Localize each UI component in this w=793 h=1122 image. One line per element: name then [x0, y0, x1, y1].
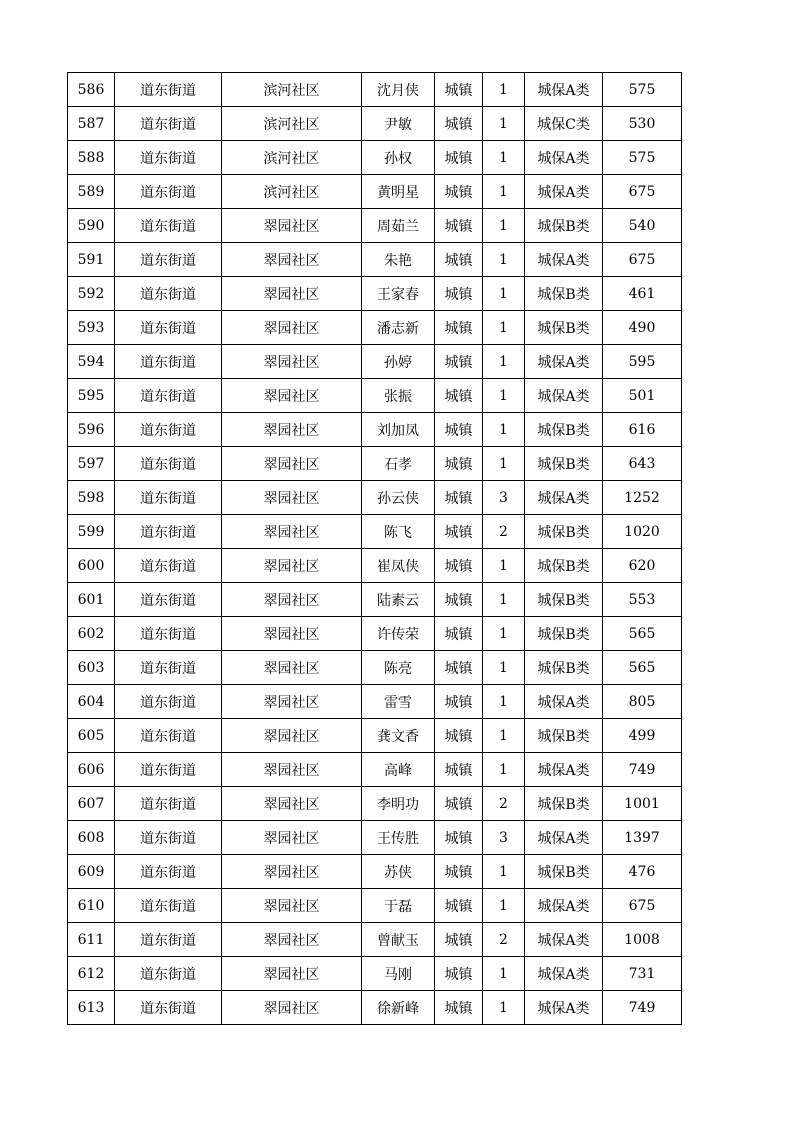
cell-community: 翠园社区: [222, 617, 362, 651]
cell-count: 1: [483, 209, 525, 243]
table-body: [68, 73, 682, 1025]
cell-name: 刘加凤: [362, 413, 435, 447]
cell-category: 城保B类: [525, 209, 603, 243]
cell-subdistrict: 道东街道: [115, 379, 222, 413]
cell-count: 1: [483, 719, 525, 753]
cell-seq-no: 600: [68, 549, 115, 583]
cell-area-type: 城镇: [435, 651, 483, 685]
cell-category: 城保A类: [525, 685, 603, 719]
table-row: [68, 855, 682, 889]
cell-subdistrict: 道东街道: [115, 787, 222, 821]
cell-count: 1: [483, 277, 525, 311]
cell-amount: 595: [603, 345, 682, 379]
cell-subdistrict: 道东街道: [115, 889, 222, 923]
cell-count: 1: [483, 141, 525, 175]
cell-area-type: 城镇: [435, 141, 483, 175]
cell-area-type: 城镇: [435, 413, 483, 447]
cell-category: 城保A类: [525, 243, 603, 277]
cell-seq-no: 589: [68, 175, 115, 209]
table-row: [68, 719, 682, 753]
cell-category: 城保A类: [525, 141, 603, 175]
cell-name: 高峰: [362, 753, 435, 787]
cell-seq-no: 590: [68, 209, 115, 243]
cell-area-type: 城镇: [435, 107, 483, 141]
cell-community: 翠园社区: [222, 991, 362, 1025]
cell-area-type: 城镇: [435, 855, 483, 889]
cell-name: 黄明星: [362, 175, 435, 209]
cell-subdistrict: 道东街道: [115, 991, 222, 1025]
cell-area-type: 城镇: [435, 277, 483, 311]
cell-community: 翠园社区: [222, 719, 362, 753]
cell-category: 城保C类: [525, 107, 603, 141]
cell-category: 城保B类: [525, 447, 603, 481]
cell-seq-no: 606: [68, 753, 115, 787]
cell-amount: 1397: [603, 821, 682, 855]
table-row: [68, 889, 682, 923]
cell-subdistrict: 道东街道: [115, 345, 222, 379]
cell-count: 1: [483, 651, 525, 685]
cell-community: 翠园社区: [222, 855, 362, 889]
cell-community: 翠园社区: [222, 379, 362, 413]
cell-area-type: 城镇: [435, 345, 483, 379]
cell-community: 滨河社区: [222, 107, 362, 141]
cell-count: 1: [483, 685, 525, 719]
cell-amount: 1020: [603, 515, 682, 549]
cell-name: 张振: [362, 379, 435, 413]
cell-seq-no: 603: [68, 651, 115, 685]
cell-area-type: 城镇: [435, 73, 483, 107]
cell-count: 1: [483, 345, 525, 379]
cell-community: 翠园社区: [222, 923, 362, 957]
cell-subdistrict: 道东街道: [115, 311, 222, 345]
cell-community: 翠园社区: [222, 957, 362, 991]
cell-seq-no: 597: [68, 447, 115, 481]
cell-subdistrict: 道东街道: [115, 175, 222, 209]
cell-area-type: 城镇: [435, 617, 483, 651]
table-row: [68, 175, 682, 209]
cell-seq-no: 593: [68, 311, 115, 345]
cell-amount: 620: [603, 549, 682, 583]
cell-community: 滨河社区: [222, 175, 362, 209]
cell-category: 城保B类: [525, 855, 603, 889]
data-table: [67, 72, 682, 1025]
cell-community: 翠园社区: [222, 651, 362, 685]
cell-subdistrict: 道东街道: [115, 447, 222, 481]
table-row: [68, 481, 682, 515]
table-row: [68, 685, 682, 719]
cell-seq-no: 610: [68, 889, 115, 923]
table-row: [68, 515, 682, 549]
table-row: [68, 107, 682, 141]
cell-amount: 499: [603, 719, 682, 753]
cell-name: 朱艳: [362, 243, 435, 277]
cell-count: 1: [483, 379, 525, 413]
cell-subdistrict: 道东街道: [115, 481, 222, 515]
cell-category: 城保B类: [525, 413, 603, 447]
cell-community: 翠园社区: [222, 447, 362, 481]
cell-area-type: 城镇: [435, 753, 483, 787]
cell-seq-no: 607: [68, 787, 115, 821]
cell-community: 翠园社区: [222, 753, 362, 787]
cell-subdistrict: 道东街道: [115, 957, 222, 991]
table-row: [68, 991, 682, 1025]
cell-name: 李明功: [362, 787, 435, 821]
cell-count: 2: [483, 787, 525, 821]
cell-area-type: 城镇: [435, 583, 483, 617]
cell-subdistrict: 道东街道: [115, 617, 222, 651]
table-row: [68, 583, 682, 617]
cell-category: 城保A类: [525, 821, 603, 855]
cell-name: 龚文香: [362, 719, 435, 753]
cell-name: 孙婷: [362, 345, 435, 379]
cell-name: 王家春: [362, 277, 435, 311]
cell-seq-no: 599: [68, 515, 115, 549]
cell-seq-no: 613: [68, 991, 115, 1025]
cell-category: 城保B类: [525, 719, 603, 753]
cell-amount: 1001: [603, 787, 682, 821]
cell-community: 翠园社区: [222, 209, 362, 243]
cell-subdistrict: 道东街道: [115, 107, 222, 141]
cell-seq-no: 591: [68, 243, 115, 277]
cell-count: 1: [483, 549, 525, 583]
cell-amount: 565: [603, 617, 682, 651]
cell-area-type: 城镇: [435, 719, 483, 753]
cell-area-type: 城镇: [435, 991, 483, 1025]
cell-count: 3: [483, 821, 525, 855]
cell-community: 翠园社区: [222, 243, 362, 277]
cell-community: 翠园社区: [222, 481, 362, 515]
cell-amount: 530: [603, 107, 682, 141]
cell-count: 1: [483, 311, 525, 345]
table-row: [68, 73, 682, 107]
table-row: [68, 243, 682, 277]
cell-category: 城保A类: [525, 345, 603, 379]
cell-seq-no: 609: [68, 855, 115, 889]
cell-category: 城保A类: [525, 923, 603, 957]
table-row: [68, 753, 682, 787]
cell-category: 城保A类: [525, 175, 603, 209]
cell-seq-no: 602: [68, 617, 115, 651]
table-row: [68, 821, 682, 855]
cell-amount: 575: [603, 73, 682, 107]
cell-community: 翠园社区: [222, 549, 362, 583]
table-row: [68, 957, 682, 991]
cell-name: 许传荣: [362, 617, 435, 651]
cell-count: 1: [483, 107, 525, 141]
table-row: [68, 141, 682, 175]
cell-category: 城保A类: [525, 481, 603, 515]
cell-subdistrict: 道东街道: [115, 209, 222, 243]
cell-seq-no: 604: [68, 685, 115, 719]
cell-seq-no: 594: [68, 345, 115, 379]
cell-name: 于磊: [362, 889, 435, 923]
cell-community: 翠园社区: [222, 787, 362, 821]
cell-subdistrict: 道东街道: [115, 243, 222, 277]
cell-name: 苏侠: [362, 855, 435, 889]
cell-subdistrict: 道东街道: [115, 923, 222, 957]
cell-subdistrict: 道东街道: [115, 277, 222, 311]
cell-community: 翠园社区: [222, 345, 362, 379]
cell-name: 沈月侠: [362, 73, 435, 107]
cell-seq-no: 587: [68, 107, 115, 141]
cell-name: 周茹兰: [362, 209, 435, 243]
cell-name: 尹敏: [362, 107, 435, 141]
cell-name: 崔凤侠: [362, 549, 435, 583]
cell-count: 1: [483, 413, 525, 447]
cell-name: 潘志新: [362, 311, 435, 345]
cell-community: 翠园社区: [222, 583, 362, 617]
cell-amount: 575: [603, 141, 682, 175]
cell-community: 翠园社区: [222, 413, 362, 447]
cell-area-type: 城镇: [435, 243, 483, 277]
cell-count: 1: [483, 753, 525, 787]
cell-count: 1: [483, 73, 525, 107]
cell-amount: 749: [603, 753, 682, 787]
cell-subdistrict: 道东街道: [115, 855, 222, 889]
cell-subdistrict: 道东街道: [115, 583, 222, 617]
cell-name: 孙云侠: [362, 481, 435, 515]
cell-area-type: 城镇: [435, 311, 483, 345]
table-row: [68, 413, 682, 447]
cell-seq-no: 612: [68, 957, 115, 991]
cell-amount: 616: [603, 413, 682, 447]
cell-name: 徐新峰: [362, 991, 435, 1025]
cell-count: 1: [483, 617, 525, 651]
cell-area-type: 城镇: [435, 175, 483, 209]
cell-count: 1: [483, 957, 525, 991]
cell-community: 翠园社区: [222, 821, 362, 855]
cell-amount: 461: [603, 277, 682, 311]
cell-category: 城保A类: [525, 73, 603, 107]
cell-subdistrict: 道东街道: [115, 651, 222, 685]
cell-name: 曾献玉: [362, 923, 435, 957]
cell-subdistrict: 道东街道: [115, 821, 222, 855]
cell-subdistrict: 道东街道: [115, 141, 222, 175]
cell-amount: 1252: [603, 481, 682, 515]
cell-seq-no: 611: [68, 923, 115, 957]
cell-category: 城保B类: [525, 311, 603, 345]
cell-amount: 749: [603, 991, 682, 1025]
cell-category: 城保B类: [525, 277, 603, 311]
cell-community: 翠园社区: [222, 277, 362, 311]
table-row: [68, 787, 682, 821]
cell-amount: 553: [603, 583, 682, 617]
cell-subdistrict: 道东街道: [115, 73, 222, 107]
cell-area-type: 城镇: [435, 549, 483, 583]
cell-seq-no: 592: [68, 277, 115, 311]
cell-seq-no: 605: [68, 719, 115, 753]
cell-category: 城保B类: [525, 651, 603, 685]
table-row: [68, 447, 682, 481]
cell-name: 陈飞: [362, 515, 435, 549]
table-row: [68, 549, 682, 583]
cell-amount: 540: [603, 209, 682, 243]
cell-area-type: 城镇: [435, 379, 483, 413]
cell-amount: 490: [603, 311, 682, 345]
cell-count: 1: [483, 889, 525, 923]
cell-category: 城保B类: [525, 617, 603, 651]
cell-seq-no: 598: [68, 481, 115, 515]
cell-area-type: 城镇: [435, 515, 483, 549]
cell-area-type: 城镇: [435, 209, 483, 243]
cell-subdistrict: 道东街道: [115, 719, 222, 753]
cell-area-type: 城镇: [435, 481, 483, 515]
cell-category: 城保A类: [525, 379, 603, 413]
cell-area-type: 城镇: [435, 957, 483, 991]
cell-subdistrict: 道东街道: [115, 413, 222, 447]
cell-area-type: 城镇: [435, 787, 483, 821]
cell-count: 1: [483, 447, 525, 481]
cell-name: 马刚: [362, 957, 435, 991]
cell-count: 1: [483, 991, 525, 1025]
cell-area-type: 城镇: [435, 447, 483, 481]
cell-seq-no: 595: [68, 379, 115, 413]
cell-area-type: 城镇: [435, 685, 483, 719]
table-row: [68, 345, 682, 379]
cell-category: 城保B类: [525, 787, 603, 821]
cell-subdistrict: 道东街道: [115, 515, 222, 549]
cell-amount: 476: [603, 855, 682, 889]
cell-category: 城保A类: [525, 753, 603, 787]
cell-name: 孙权: [362, 141, 435, 175]
cell-amount: 1008: [603, 923, 682, 957]
cell-count: 1: [483, 243, 525, 277]
cell-community: 滨河社区: [222, 141, 362, 175]
cell-category: 城保B类: [525, 515, 603, 549]
table-row: [68, 651, 682, 685]
cell-amount: 675: [603, 175, 682, 209]
cell-seq-no: 596: [68, 413, 115, 447]
cell-seq-no: 586: [68, 73, 115, 107]
cell-category: 城保B类: [525, 549, 603, 583]
cell-count: 2: [483, 923, 525, 957]
cell-name: 陆素云: [362, 583, 435, 617]
table-row: [68, 209, 682, 243]
cell-amount: 501: [603, 379, 682, 413]
cell-count: 1: [483, 175, 525, 209]
table-row: [68, 617, 682, 651]
cell-community: 翠园社区: [222, 515, 362, 549]
cell-name: 陈亮: [362, 651, 435, 685]
cell-area-type: 城镇: [435, 923, 483, 957]
table-row: [68, 311, 682, 345]
cell-name: 石孝: [362, 447, 435, 481]
cell-category: 城保B类: [525, 583, 603, 617]
cell-community: 滨河社区: [222, 73, 362, 107]
cell-subdistrict: 道东街道: [115, 549, 222, 583]
cell-amount: 805: [603, 685, 682, 719]
cell-seq-no: 608: [68, 821, 115, 855]
table-row: [68, 277, 682, 311]
cell-community: 翠园社区: [222, 311, 362, 345]
table-row: [68, 379, 682, 413]
cell-amount: 643: [603, 447, 682, 481]
cell-amount: 731: [603, 957, 682, 991]
cell-category: 城保A类: [525, 957, 603, 991]
cell-community: 翠园社区: [222, 889, 362, 923]
cell-amount: 675: [603, 243, 682, 277]
cell-name: 王传胜: [362, 821, 435, 855]
cell-count: 1: [483, 583, 525, 617]
cell-name: 雷雪: [362, 685, 435, 719]
cell-area-type: 城镇: [435, 889, 483, 923]
cell-count: 2: [483, 515, 525, 549]
cell-seq-no: 601: [68, 583, 115, 617]
table-row: [68, 923, 682, 957]
cell-community: 翠园社区: [222, 685, 362, 719]
cell-amount: 675: [603, 889, 682, 923]
cell-category: 城保A类: [525, 889, 603, 923]
cell-subdistrict: 道东街道: [115, 753, 222, 787]
cell-category: 城保A类: [525, 991, 603, 1025]
cell-subdistrict: 道东街道: [115, 685, 222, 719]
cell-seq-no: 588: [68, 141, 115, 175]
cell-count: 1: [483, 855, 525, 889]
cell-area-type: 城镇: [435, 821, 483, 855]
cell-count: 3: [483, 481, 525, 515]
cell-amount: 565: [603, 651, 682, 685]
